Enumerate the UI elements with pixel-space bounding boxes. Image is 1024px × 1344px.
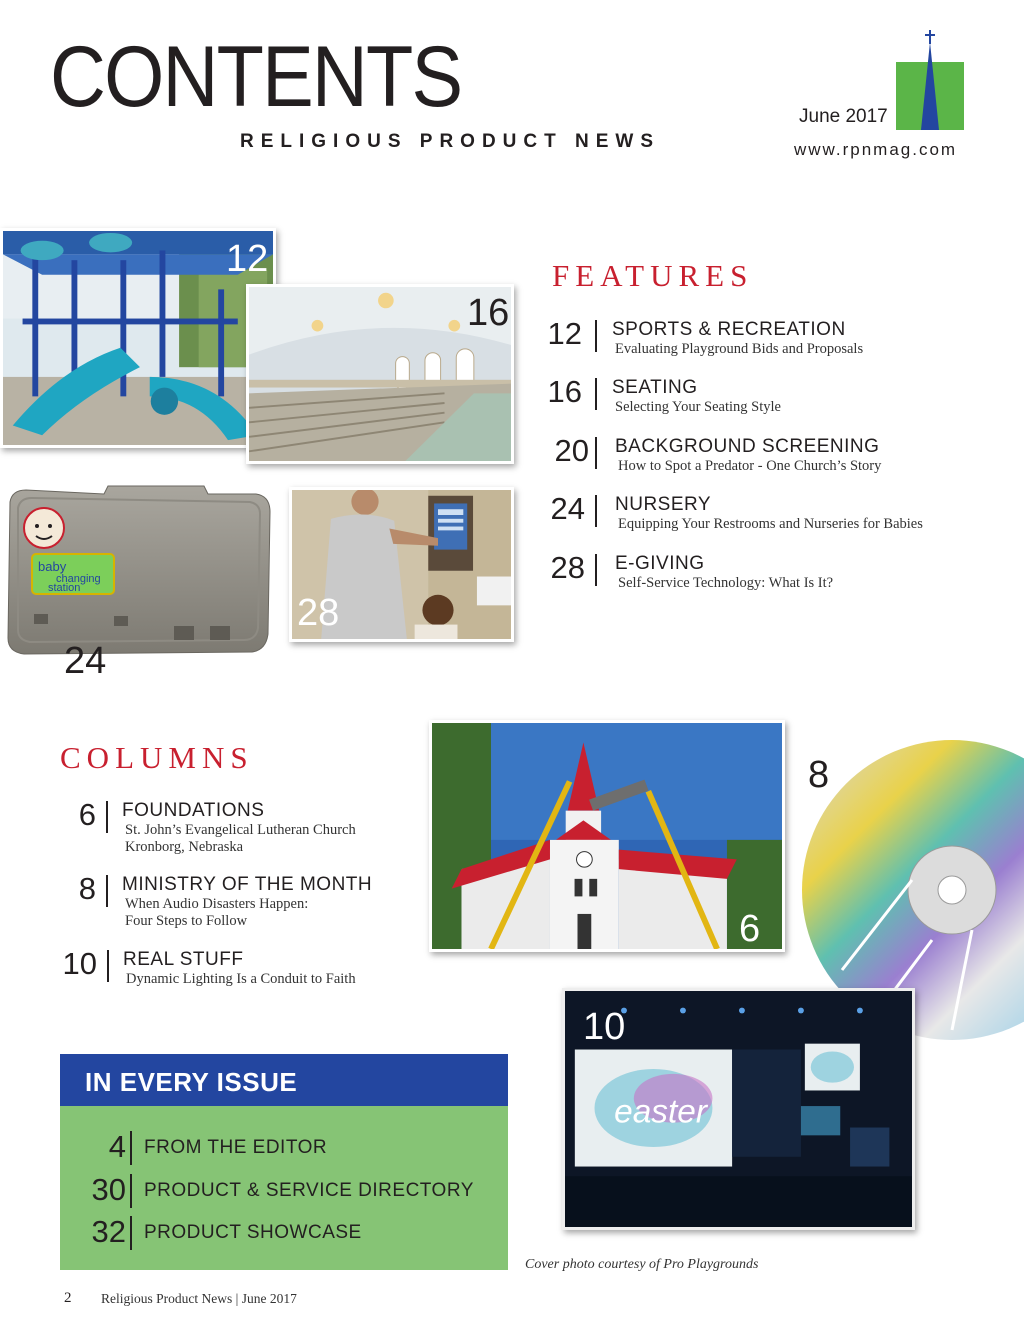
divider (595, 320, 597, 352)
divider (595, 437, 597, 469)
every-issue-entry[interactable] (91, 1172, 474, 1207)
feature-title: E-GIVING (615, 553, 705, 574)
changing-station-photo (4, 484, 274, 659)
every-issue-heading: IN EVERY ISSUE (85, 1067, 298, 1097)
divider (106, 875, 108, 907)
column-subtitle: Dynamic Lighting Is a Conduit to Faith (126, 970, 356, 987)
column-entry[interactable] (62, 946, 356, 988)
divider (595, 495, 597, 527)
page-number: 2 (64, 1290, 72, 1306)
photo-page-number: 16 (467, 292, 510, 334)
every-issue-entry[interactable] (108, 1129, 328, 1164)
every-issue-page-number: 30 (91, 1172, 126, 1207)
feature-title: NURSERY (615, 494, 712, 515)
feature-subtitle: Self-Service Technology: What Is It? (618, 574, 834, 591)
divider (107, 950, 109, 982)
column-subtitle: St. John’s Evangelical Lutheran Church (125, 821, 356, 838)
column-title: MINISTRY OF THE MONTH (122, 874, 373, 895)
every-issue-title: PRODUCT SHOWCASE (144, 1222, 362, 1243)
every-issue-entry[interactable] (91, 1214, 362, 1249)
issue-date: June 2017 (799, 106, 888, 127)
divider (106, 801, 108, 833)
photo-page-number: 10 (583, 1006, 626, 1048)
photo-page-number: 6 (739, 908, 761, 950)
feature-title: SPORTS & RECREATION (612, 319, 846, 340)
church-steeple-logo (896, 28, 964, 130)
features-heading: FEATURES (552, 258, 754, 293)
photo-page-number: 8 (808, 754, 830, 796)
feature-subtitle: Selecting Your Seating Style (615, 398, 781, 415)
column-page-number: 6 (78, 797, 96, 832)
every-issue-page-number: 32 (91, 1214, 126, 1249)
feature-subtitle: Equipping Your Restrooms and Nurseries for Babies (618, 515, 923, 532)
divider (130, 1216, 132, 1250)
feature-title: SEATING (612, 377, 698, 398)
cover-photo-credit: Cover photo courtesy of Pro Playgrounds (525, 1257, 759, 1272)
feature-entry[interactable] (547, 316, 864, 358)
feature-page-number: 28 (550, 550, 585, 585)
column-page-number: 10 (62, 946, 97, 981)
feature-subtitle: Evaluating Playground Bids and Proposals (615, 340, 864, 357)
divider (595, 378, 597, 410)
column-subtitle: Four Steps to Follow (125, 912, 248, 929)
every-issue-page-number: 4 (108, 1129, 126, 1164)
every-issue-title: PRODUCT & SERVICE DIRECTORY (144, 1180, 474, 1201)
column-title: REAL STUFF (123, 949, 244, 970)
feature-page-number: 16 (547, 374, 582, 409)
website-url[interactable]: www.rpnmag.com (794, 140, 958, 159)
column-entry[interactable] (78, 797, 356, 855)
feature-entry[interactable] (550, 491, 923, 533)
feature-title: BACKGROUND SCREENING (615, 436, 880, 457)
feature-page-number: 12 (547, 316, 582, 351)
divider (130, 1131, 132, 1165)
feature-entry[interactable] (547, 374, 781, 416)
feature-entry[interactable] (554, 433, 882, 475)
photo-page-number: 24 (64, 640, 107, 682)
divider (595, 554, 597, 586)
photo-page-number: 12 (226, 238, 269, 280)
feature-page-number: 24 (550, 491, 585, 526)
columns-heading: COLUMNS (60, 740, 254, 775)
changing-station-label: station (48, 582, 81, 594)
column-subtitle: Kronborg, Nebraska (125, 838, 244, 855)
column-page-number: 8 (78, 871, 96, 906)
feature-subtitle: How to Spot a Predator - One Church’s Story (618, 457, 882, 474)
changing-station-label: changing (56, 573, 101, 585)
every-issue-title: FROM THE EDITOR (144, 1137, 328, 1158)
page-title: CONTENTS (50, 29, 462, 125)
divider (130, 1174, 132, 1208)
feature-page-number: 20 (554, 433, 589, 468)
church-photo (429, 720, 785, 952)
column-subtitle: When Audio Disasters Happen: (125, 895, 309, 912)
changing-station-label: baby (38, 559, 67, 574)
photo-page-number: 28 (297, 592, 340, 634)
feature-entry[interactable] (550, 550, 834, 592)
publication-name: RELIGIOUS PRODUCT NEWS (240, 131, 661, 152)
stage-screen-text: easter (614, 1093, 707, 1131)
column-title: FOUNDATIONS (122, 800, 265, 821)
column-entry[interactable] (78, 871, 373, 929)
footer-publication-line: Religious Product News | June 2017 (101, 1291, 297, 1306)
